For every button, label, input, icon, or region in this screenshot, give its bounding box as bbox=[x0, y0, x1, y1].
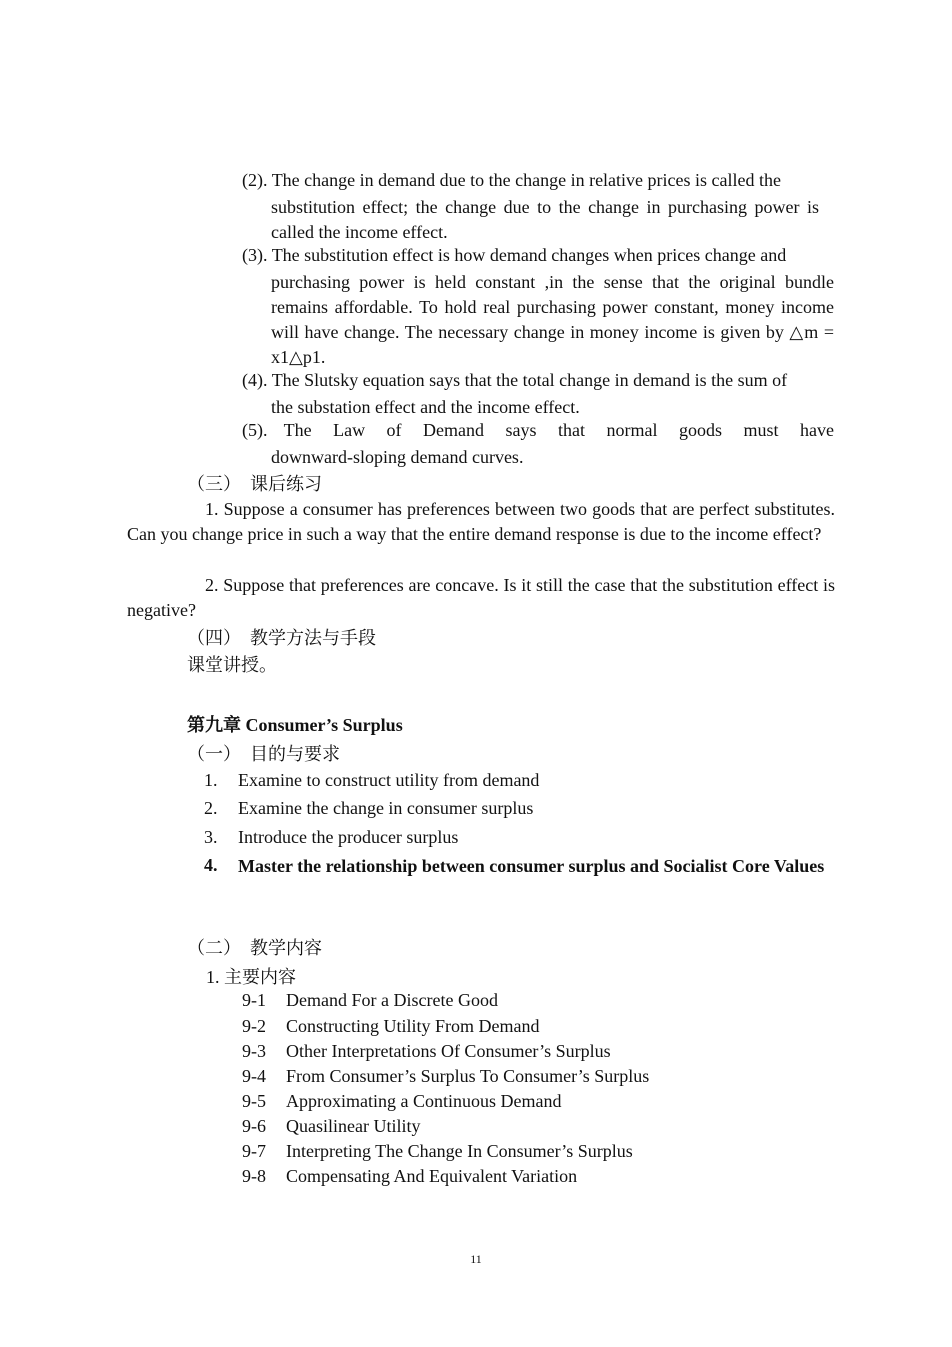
section-title: Compensating And Equivalent Variation bbox=[286, 1166, 578, 1186]
section-item bbox=[242, 990, 498, 1011]
objective-text: Introduce the producer surplus bbox=[238, 827, 459, 847]
section-title: Other Interpretations Of Consumer’s Surplus bbox=[286, 1041, 611, 1061]
section-number: 9-8 bbox=[242, 1166, 266, 1186]
section-title: Quasilinear Utility bbox=[286, 1116, 421, 1136]
section-title: Demand For a Discrete Good bbox=[286, 990, 498, 1010]
chapter-title-en: Consumer’s Surplus bbox=[245, 715, 403, 735]
page-number: 11 bbox=[470, 1252, 482, 1266]
section-title: Interpreting The Change In Consumer’s Surplus bbox=[286, 1141, 633, 1161]
point-number: (2). bbox=[242, 170, 268, 190]
objective-number: 2. bbox=[204, 798, 218, 818]
section-3-heading: （三） 课后练习 bbox=[187, 474, 322, 494]
chapter-title-cn: 第九章 bbox=[187, 715, 241, 735]
point-3-continuation: purchasing power is held constant ,in the sense that the original bundle remains affordable. To hold real purchasing power constant, money income will have change. The necessary change in money income is given by △m = x1△p1. bbox=[271, 272, 834, 367]
exercise-2: 2. Suppose that preferences are concave. Is it still the case that the substitution effect is negative? bbox=[127, 575, 835, 620]
content-heading: （二） 教学内容 bbox=[187, 938, 322, 958]
point-3-first-line bbox=[242, 245, 786, 266]
objective-text: Examine to construct utility from demand bbox=[238, 770, 540, 790]
section-item bbox=[242, 1066, 649, 1087]
point-4-first-line bbox=[242, 370, 787, 391]
objective-item-text: Master the relationship between consumer surplus and Socialist Core Values bbox=[238, 856, 825, 876]
point-4-continuation: the substation effect and the income effect. bbox=[271, 397, 580, 417]
section-number: 9-3 bbox=[242, 1041, 266, 1061]
section-title: Approximating a Continuous Demand bbox=[286, 1091, 562, 1111]
main-content-heading: 1. 主要内容 bbox=[206, 967, 296, 987]
point-text: The change in demand due to the change in relative prices is called the bbox=[271, 170, 781, 190]
section-number: 9-6 bbox=[242, 1116, 266, 1136]
section-number: 9-4 bbox=[242, 1066, 266, 1086]
objective-number: 1. bbox=[204, 770, 218, 790]
section-4-heading: （四） 教学方法与手段 bbox=[187, 628, 376, 648]
point-text: The Slutsky equation says that the total change in demand is the sum of bbox=[271, 370, 788, 390]
section-item bbox=[242, 1041, 611, 1062]
objectives-heading: （一） 目的与要求 bbox=[187, 744, 340, 764]
objective-item bbox=[204, 770, 539, 791]
point-5-first-line bbox=[242, 420, 834, 441]
chapter-title bbox=[187, 711, 403, 737]
point-number: (3). bbox=[242, 245, 268, 265]
section-item bbox=[242, 1016, 540, 1037]
section-number: 9-1 bbox=[242, 990, 266, 1010]
section-number: 9-7 bbox=[242, 1141, 266, 1161]
section-title: Constructing Utility From Demand bbox=[286, 1016, 540, 1036]
objective-item bbox=[204, 798, 533, 819]
point-text: The Law of Demand says that normal goods must have bbox=[283, 420, 834, 440]
section-number: 9-2 bbox=[242, 1016, 266, 1036]
point-2-first-line bbox=[242, 170, 781, 191]
objective-number: 3. bbox=[204, 827, 218, 847]
section-item bbox=[242, 1091, 561, 1112]
point-number: (5). bbox=[242, 420, 268, 440]
section-number: 9-5 bbox=[242, 1091, 266, 1111]
objective-item bbox=[204, 827, 458, 848]
exercise-1: 1. Suppose a consumer has preferences between two goods that are perfect substitutes. Can you change price in such a way that the entire demand response is due to the income effect? bbox=[127, 499, 835, 544]
section-title: From Consumer’s Surplus To Consumer’s Surplus bbox=[286, 1066, 650, 1086]
section-item bbox=[242, 1141, 633, 1162]
objective-item-number: 4. bbox=[204, 855, 218, 875]
point-number: (4). bbox=[242, 370, 268, 390]
objective-text: Examine the change in consumer surplus bbox=[238, 798, 534, 818]
point-5-continuation: downward-sloping demand curves. bbox=[271, 447, 524, 467]
section-item bbox=[242, 1166, 577, 1187]
point-2-continuation: substitution effect; the change due to the change in purchasing power is called the income effect. bbox=[271, 197, 819, 242]
section-4-text: 课堂讲授。 bbox=[187, 655, 277, 675]
section-item bbox=[242, 1116, 420, 1137]
point-text: The substitution effect is how demand changes when prices change and bbox=[271, 245, 787, 265]
